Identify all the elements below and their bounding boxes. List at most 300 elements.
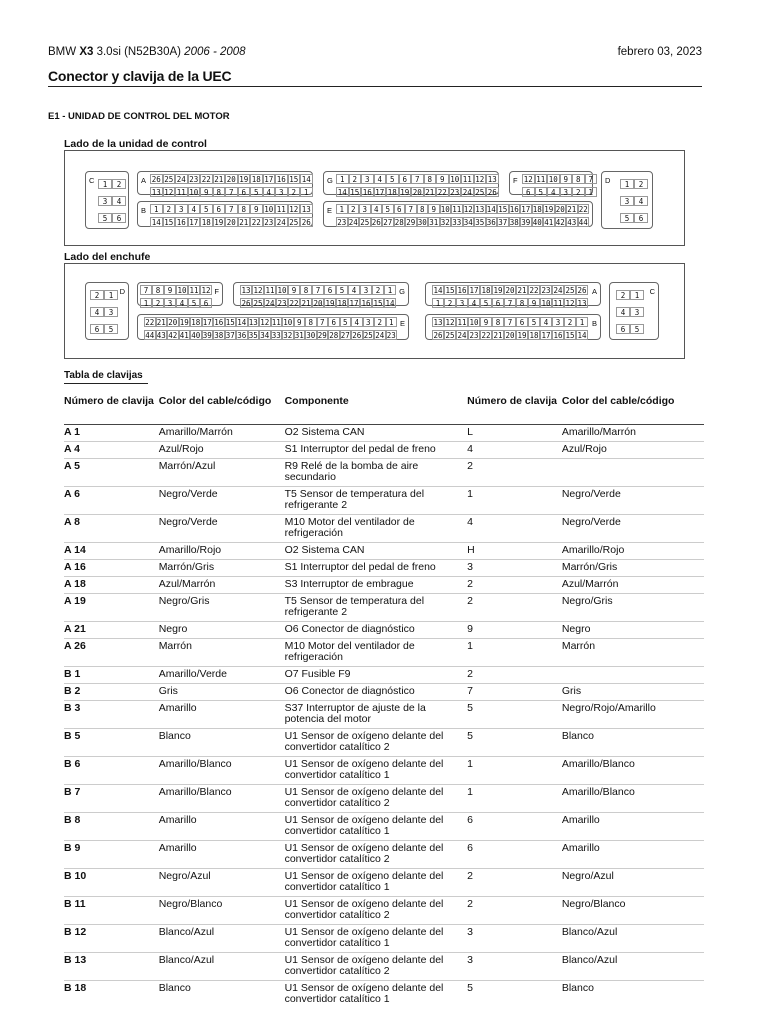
control-connector-e-row: [336, 217, 589, 227]
pin-cell: 5: [528, 317, 540, 327]
cell-wire-color: Negro/Verde: [159, 515, 285, 543]
pin-cell: 12: [260, 318, 270, 327]
pin-cell: 20: [168, 318, 178, 327]
pin-cell: 39: [521, 218, 531, 227]
pin-cell: 26: [577, 286, 587, 295]
pin-cell: 16: [176, 218, 186, 227]
cell-wire-color: Negro/Azul: [159, 869, 285, 897]
pin-cell: 13: [248, 318, 258, 327]
pin-cell: 4: [540, 317, 552, 327]
cell-component: U1 Sensor de oxígeno delante del convertidor catalítico 2: [285, 841, 468, 869]
pin-cell: 4: [374, 174, 387, 184]
pin-cell: 18: [201, 218, 211, 227]
pin-cell: 9: [428, 204, 440, 214]
control-connector-label-c: C: [89, 176, 95, 185]
table-row: [64, 487, 704, 515]
control-connector-c-row: [98, 196, 126, 206]
pin-cell: 6: [112, 213, 126, 223]
pin-cell: 26: [241, 299, 251, 308]
cell-wire-color: Amarillo/Verde: [159, 667, 285, 684]
table-row: [64, 869, 704, 897]
cell-wire-color-2: Azul/Rojo: [562, 442, 704, 459]
cell-wire-color: Marrón/Azul: [159, 459, 285, 487]
pin-cell: 9: [288, 285, 300, 295]
plug-side-heading: Lado del enchufe: [64, 251, 151, 263]
pin-cell: 40: [191, 331, 201, 340]
pin-cell: 16: [457, 286, 467, 295]
pin-cell: 21: [493, 331, 503, 340]
cell-pin-number: B 18: [64, 981, 159, 1009]
pin-cell: 23: [277, 299, 287, 308]
pin-cell: 7: [225, 204, 238, 214]
pin-cell: 6: [522, 187, 535, 197]
cell-component: U1 Sensor de oxígeno delante del convertidor catalítico 1: [285, 813, 468, 841]
plug-connector-e: [137, 314, 409, 340]
pin-cell: 7: [140, 285, 152, 295]
cell-component: U1 Sensor de oxígeno delante del convertidor catalítico 2: [285, 729, 468, 757]
cell-wire-color-2: Negro/Verde: [562, 515, 704, 543]
table-row: [64, 684, 704, 701]
cell-pin-number: A 1: [64, 425, 159, 442]
cell-wire-color-2: Negro/Azul: [562, 869, 704, 897]
pin-cell: 8: [417, 204, 429, 214]
cell-wire-color-2: Marrón/Gris: [562, 560, 704, 577]
pin-cell: 28: [329, 331, 339, 340]
pin-cell: 19: [214, 218, 224, 227]
engine: 3.0si (N52B30A): [96, 46, 181, 58]
cell-wire-color-2: Blanco: [562, 729, 704, 757]
pin-cell: 9: [200, 187, 213, 197]
cell-pin-number: B 10: [64, 869, 159, 897]
pin-cell: 33: [452, 218, 462, 227]
pin-cell: 3: [175, 204, 188, 214]
pin-cell: 1: [576, 317, 588, 327]
pin-cell: 13: [433, 318, 443, 327]
pin-cell: 16: [276, 175, 286, 184]
cell-wire-color-2: Negro/Blanco: [562, 897, 704, 925]
cell-wire-color: Amarillo: [159, 813, 285, 841]
pin-cell: 3: [275, 187, 288, 197]
plug-connector-f-row: [140, 298, 212, 308]
cell-wire-color-2: Amarillo/Marrón: [562, 425, 704, 442]
pin-cell: 41: [544, 218, 554, 227]
pin-cell: 3: [456, 298, 468, 308]
cell-pin-number-2: 3: [467, 925, 562, 953]
cell-component: M10 Motor del ventilador de refrigeración: [285, 515, 468, 543]
pin-cell: 20: [505, 331, 515, 340]
cell-wire-color: Blanco/Azul: [159, 925, 285, 953]
pin-cell: 22: [201, 175, 211, 184]
pin-cell: 12: [523, 175, 533, 184]
control-connector-g: [323, 171, 499, 195]
pin-cell: 23: [450, 188, 460, 197]
pin-cell: 8: [516, 298, 528, 308]
cell-component: R9 Relé de la bomba de aire secundario: [285, 459, 468, 487]
control-connector-label-d: D: [605, 176, 611, 185]
pin-cell: 26: [352, 331, 362, 340]
pin-cell: 17: [202, 318, 212, 327]
table-row: [64, 841, 704, 869]
pin-cell: 5: [620, 213, 634, 223]
pin-cell: 12: [253, 286, 263, 295]
pin-cell: 19: [325, 299, 335, 308]
pin-cell: 22: [578, 205, 588, 214]
table-row: [64, 757, 704, 785]
pin-cell: 41: [179, 331, 189, 340]
pin-cell: 1: [140, 298, 152, 308]
cell-pin-number-2: L: [467, 425, 562, 442]
cell-component: O7 Fusible F9: [285, 667, 468, 684]
pin-cell: 5: [340, 317, 352, 327]
cell-pin-number-2: 4: [467, 442, 562, 459]
control-connector-d: [601, 171, 653, 229]
pin-cell: 2: [112, 179, 126, 189]
pin-cell: 17: [264, 175, 274, 184]
pin-cell: 6: [492, 298, 504, 308]
cell-pin-number-2: 2: [467, 869, 562, 897]
table-row: [64, 981, 704, 1009]
cell-pin-number: B 3: [64, 701, 159, 729]
pin-table: [64, 396, 704, 1008]
pin-cell: 2: [572, 187, 585, 197]
pin-cell: 25: [360, 218, 370, 227]
pin-cell: 30: [417, 218, 427, 227]
pin-cell: 6: [634, 213, 648, 223]
cell-wire-color: Negro/Verde: [159, 487, 285, 515]
cell-pin-number: B 5: [64, 729, 159, 757]
pin-cell: 21: [301, 299, 311, 308]
title-divider: [48, 86, 702, 87]
cell-component: O6 Conector de diagnóstico: [285, 622, 468, 639]
cell-wire-color: Amarillo: [159, 701, 285, 729]
pin-cell: 1: [432, 298, 444, 308]
pin-cell: 22: [529, 286, 539, 295]
pin-cell: 15: [445, 286, 455, 295]
pin-cell: 2: [372, 285, 384, 295]
control-side-heading: Lado de la unidad de control: [64, 138, 207, 150]
years: 2006 - 2008: [184, 46, 246, 58]
pin-cell: 9: [164, 285, 176, 295]
cell-wire-color: Gris: [159, 684, 285, 701]
cell-wire-color-2: Azul/Marrón: [562, 577, 704, 594]
plug-connector-d: [85, 282, 129, 340]
cell-wire-color-2: Blanco/Azul: [562, 925, 704, 953]
pin-cell: 23: [189, 175, 199, 184]
pin-cell: 10: [177, 286, 187, 295]
cell-pin-number-2: 9: [467, 622, 562, 639]
pin-cell: 21: [239, 218, 249, 227]
cell-pin-number-2: 2: [467, 459, 562, 487]
pin-cell: 2: [374, 317, 386, 327]
pin-cell: 18: [532, 205, 542, 214]
pin-cell: 5: [200, 204, 213, 214]
pin-cell: 37: [225, 331, 235, 340]
pin-cell: 26: [433, 331, 443, 340]
table-row: [64, 639, 704, 667]
cell-pin-number-2: 3: [467, 953, 562, 981]
pin-cell: 40: [532, 218, 542, 227]
pin-cell: 32: [283, 331, 293, 340]
plug-connector-d-row: [90, 324, 118, 334]
pin-cell: 21: [156, 318, 166, 327]
plug-connector-c-row: [616, 324, 644, 334]
table-row: [64, 515, 704, 543]
cell-wire-color: Negro/Blanco: [159, 897, 285, 925]
pin-cell: 24: [176, 175, 186, 184]
col-pin-number-2: Número de clavija: [467, 395, 558, 407]
cell-component: U1 Sensor de oxígeno delante del convertidor catalítico 2: [285, 953, 468, 981]
cell-wire-color-2: Amarillo/Blanco: [562, 785, 704, 813]
pin-cell: 6: [90, 324, 104, 334]
page-title: Conector y clavija de la UEC: [48, 68, 232, 84]
plug-side-diagram: [64, 263, 685, 359]
pin-cell: 6: [516, 317, 528, 327]
pin-cell: 11: [271, 318, 281, 327]
pin-cell: 2: [564, 317, 576, 327]
cell-pin-number-2: 2: [467, 594, 562, 622]
pin-cell: 14: [301, 175, 311, 184]
plug-connector-a-row: [432, 285, 588, 295]
pin-cell: 26: [301, 218, 311, 227]
pin-cell: 18: [481, 286, 491, 295]
pin-cell: 3: [360, 285, 372, 295]
cell-component: U1 Sensor de oxígeno delante del convertidor catalítico 2: [285, 785, 468, 813]
cell-wire-color-2: Negro/Gris: [562, 594, 704, 622]
pin-cell: 42: [555, 218, 565, 227]
pin-cell: 23: [541, 286, 551, 295]
pin-cell: 4: [634, 196, 648, 206]
pin-cell: 7: [405, 204, 417, 214]
pin-cell: 14: [151, 218, 161, 227]
pin-cell: 15: [565, 331, 575, 340]
plug-connector-g: [233, 282, 409, 306]
cell-wire-color-2: [562, 459, 704, 487]
control-connector-a-row: [150, 174, 313, 184]
pin-cell: 6: [200, 298, 212, 308]
pin-cell: 19: [493, 286, 503, 295]
cell-pin-number: A 5: [64, 459, 159, 487]
plug-connector-b: [425, 314, 601, 340]
cell-wire-color-2: Negro: [562, 622, 704, 639]
pin-cell: 10: [189, 188, 199, 197]
pin-cell: 12: [164, 188, 174, 197]
pin-cell: 5: [630, 324, 644, 334]
pin-cell: 24: [375, 331, 385, 340]
pin-cell: 7: [585, 174, 598, 184]
control-connector-b-row: [150, 204, 313, 214]
table-row: [64, 425, 704, 442]
control-connector-d-row: [620, 179, 648, 189]
pin-cell: 7: [225, 187, 238, 197]
table-row: [64, 925, 704, 953]
table-row: [64, 897, 704, 925]
pin-cell: 31: [294, 331, 304, 340]
control-connector-a-row: [150, 187, 313, 197]
pin-cell: 30: [306, 331, 316, 340]
control-connector-e: [323, 201, 593, 227]
cell-pin-number-2: 1: [467, 757, 562, 785]
pin-cell: 23: [264, 218, 274, 227]
cell-pin-number: A 8: [64, 515, 159, 543]
pin-cell: 15: [350, 188, 360, 197]
pin-cell: 7: [312, 285, 324, 295]
plug-connector-f: [137, 282, 223, 306]
pin-cell: 9: [560, 174, 573, 184]
pin-cell: 22: [145, 318, 155, 327]
pin-cell: 23: [469, 331, 479, 340]
cell-wire-color: Amarillo/Rojo: [159, 543, 285, 560]
cell-pin-number: A 19: [64, 594, 159, 622]
pin-cell: 10: [283, 318, 293, 327]
pin-cell: 8: [572, 174, 585, 184]
table-row: [64, 729, 704, 757]
pin-cell: 1: [300, 187, 313, 197]
pin-cell: 20: [555, 205, 565, 214]
cell-pin-number: B 13: [64, 953, 159, 981]
pin-cell: 11: [265, 286, 275, 295]
pin-cell: 20: [505, 286, 515, 295]
pin-cell: 1: [620, 179, 634, 189]
plug-connector-e-row: [144, 317, 397, 327]
pin-cell: 2: [616, 290, 630, 300]
pin-cell: 4: [547, 187, 560, 197]
pin-cell: 9: [250, 204, 263, 214]
pin-cell: 36: [486, 218, 496, 227]
pin-cell: 5: [98, 213, 112, 223]
pin-cell: 20: [226, 175, 236, 184]
pin-cell: 29: [317, 331, 327, 340]
pin-cell: 1: [98, 179, 112, 189]
control-side-diagram: [64, 150, 685, 246]
table-title-underline: [64, 383, 148, 384]
plug-connector-label-e: E: [399, 319, 405, 328]
pin-cell: 35: [475, 218, 485, 227]
cell-wire-color-2: Gris: [562, 684, 704, 701]
pin-cell: 1: [384, 285, 396, 295]
control-connector-label-b: B: [141, 206, 147, 215]
control-connector-d-row: [620, 213, 648, 223]
pin-cell: 12: [201, 286, 211, 295]
cell-wire-color: Azul/Rojo: [159, 442, 285, 459]
cell-pin-number: A 26: [64, 639, 159, 667]
pin-cell: 26: [487, 188, 497, 197]
pin-cell: 2: [288, 187, 301, 197]
cell-wire-color-2: Negro/Rojo/Amarillo: [562, 701, 704, 729]
pin-cell: 10: [440, 205, 450, 214]
pin-cell: 3: [361, 174, 374, 184]
pin-cell: 24: [348, 218, 358, 227]
cell-component: O2 Sistema CAN: [285, 543, 468, 560]
pin-cell: 35: [248, 331, 258, 340]
pin-cell: 8: [492, 317, 504, 327]
pin-cell: 6: [328, 317, 340, 327]
control-connector-f-row: [522, 174, 597, 184]
cell-pin-number-2: 2: [467, 577, 562, 594]
pin-cell: 3: [98, 196, 112, 206]
cell-wire-color-2: Negro/Verde: [562, 487, 704, 515]
pin-cell: 19: [400, 188, 410, 197]
pin-cell: 9: [436, 174, 449, 184]
cell-wire-color-2: Amarillo/Blanco: [562, 757, 704, 785]
control-connector-g-row: [336, 187, 499, 197]
pin-cell: 6: [616, 324, 630, 334]
pin-cell: 12: [463, 205, 473, 214]
pin-cell: 4: [371, 204, 383, 214]
pin-cell: 6: [238, 187, 251, 197]
pin-cell: 36: [237, 331, 247, 340]
cell-pin-number-2: 1: [467, 785, 562, 813]
cell-pin-number-2: 7: [467, 684, 562, 701]
cell-wire-color: Amarillo/Marrón: [159, 425, 285, 442]
cell-wire-color: Negro/Gris: [159, 594, 285, 622]
pin-cell: 26: [371, 218, 381, 227]
pin-cell: 22: [481, 331, 491, 340]
pin-cell: 5: [104, 324, 118, 334]
pin-cell: 11: [536, 175, 546, 184]
table-row: [64, 442, 704, 459]
plug-connector-b-row: [432, 317, 588, 327]
cell-wire-color: Marrón/Gris: [159, 560, 285, 577]
plug-connector-d-row: [90, 290, 118, 300]
pin-cell: 42: [168, 331, 178, 340]
cell-wire-color-2: Marrón: [562, 639, 704, 667]
plug-connector-g-row: [240, 285, 396, 295]
plug-connector-f-row: [140, 285, 212, 295]
pin-cell: 5: [250, 187, 263, 197]
cell-pin-number: A 18: [64, 577, 159, 594]
pin-cell: 34: [260, 331, 270, 340]
pin-cell: 4: [616, 307, 630, 317]
cell-component: M10 Motor del ventilador de refrigeración: [285, 639, 468, 667]
pin-cell: 5: [386, 174, 399, 184]
plug-connector-c: [609, 282, 659, 340]
pin-cell: 11: [176, 188, 186, 197]
pin-cell: 7: [317, 317, 329, 327]
cell-pin-number: A 21: [64, 622, 159, 639]
cell-pin-number-2: 2: [467, 667, 562, 684]
cell-pin-number: A 4: [64, 442, 159, 459]
pin-cell: 20: [412, 188, 422, 197]
cell-component: U1 Sensor de oxígeno delante del convertidor catalítico 1: [285, 757, 468, 785]
control-connector-label-f: F: [513, 176, 518, 185]
pin-cell: 8: [305, 317, 317, 327]
pin-cell: 14: [337, 188, 347, 197]
pin-cell: 10: [450, 175, 460, 184]
pin-cell: 25: [289, 218, 299, 227]
pin-cell: 14: [385, 299, 395, 308]
pin-cell: 31: [429, 218, 439, 227]
cell-wire-color: Blanco/Azul: [159, 953, 285, 981]
cell-wire-color-2: Blanco/Azul: [562, 953, 704, 981]
cell-pin-number: B 7: [64, 785, 159, 813]
cell-wire-color: Azul/Marrón: [159, 577, 285, 594]
cell-pin-number: B 9: [64, 841, 159, 869]
cell-wire-color-2: [562, 667, 704, 684]
pin-cell: 10: [548, 175, 558, 184]
plug-connector-label-a: A: [591, 287, 597, 296]
cell-wire-color-2: Amarillo/Rojo: [562, 543, 704, 560]
pin-cell: 23: [386, 331, 396, 340]
pin-cell: 29: [406, 218, 416, 227]
control-connector-f: [509, 171, 593, 195]
pin-cell: 17: [521, 205, 531, 214]
cell-pin-number-2: 2: [467, 897, 562, 925]
pin-cell: 24: [265, 299, 275, 308]
pin-cell: 13: [301, 205, 311, 214]
cell-pin-number-2: 5: [467, 729, 562, 757]
pin-cell: 16: [553, 331, 563, 340]
plug-connector-c-row: [616, 290, 644, 300]
